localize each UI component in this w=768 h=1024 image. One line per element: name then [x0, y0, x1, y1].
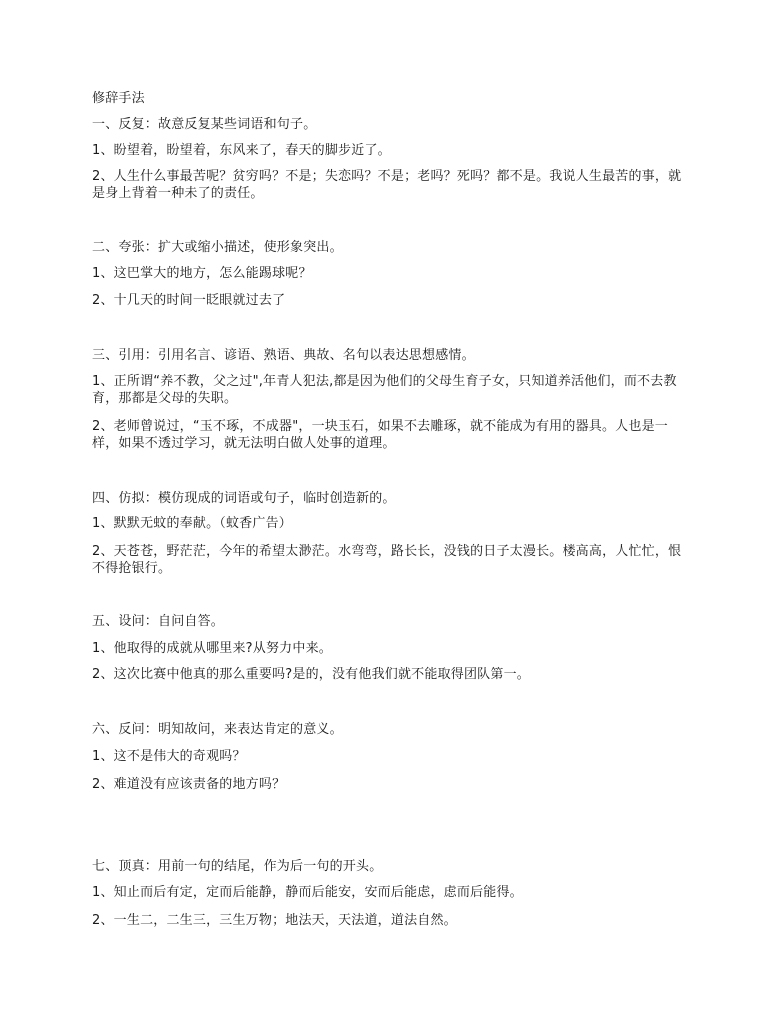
example-line: 2、十几天的时间一眨眼就过去了: [92, 293, 286, 308]
example-line: 2、一生二，二生三，三生万物；地法天，天法道，道法自然。: [92, 913, 457, 928]
section-heading-hyperbole: 二、夸张：扩大或缩小描述，使形象突出。: [92, 240, 343, 255]
document-title: 修辞手法: [92, 91, 145, 106]
example-line: 2、老师曾说过，“玉不琢，不成器"，一块玉石，如果不去雕琢，就不能成为有用的器具。人也是一样，如果不透过学习，就无法明白做人处事的道理。: [92, 419, 668, 451]
example-line: 1、盼望着，盼望着，东风来了，春天的脚步近了。: [92, 143, 391, 158]
section-heading-anadiplosis: 七、顶真：用前一句的结尾，作为后一句的开头。: [92, 859, 383, 874]
example-line: 2、天苍苍，野茫茫，今年的希望太渺茫。水弯弯，路长长，没钱的日子太漫长。楼高高，人忙忙，恨不得抢银行。: [92, 544, 682, 576]
example-line: 2、人生什么事最苦呢？贫穷吗？不是；失恋吗？不是；老吗？死吗？都不是。我说人生最苦的事，就是身上背着一种未了的责任。: [92, 169, 682, 201]
example-line: 2、这次比赛中他真的那么重要吗?是的，没有他我们就不能取得团队第一。: [92, 667, 530, 682]
example-line: 1、这巴掌大的地方，怎么能踢球呢？: [92, 266, 312, 281]
example-line: 1、这不是伟大的奇观吗？: [92, 749, 246, 764]
example-line: 1、正所谓“养不教，父之过",年青人犯法,都是因为他们的父母生育子女，只知道养活他们，而不去教育，那都是父母的失职。: [92, 374, 677, 406]
example-line: 1、默默无蚊的奉献。（蚊香广告）: [92, 516, 292, 531]
section-heading-parody: 四、仿拟：模仿现成的词语或句子，临时创造新的。: [92, 491, 396, 506]
section-heading-rhetorical-question: 六、反问：明知故问，来表达肯定的意义。: [92, 722, 343, 737]
example-line: 2、难道没有应该责备的地方吗？: [92, 777, 286, 792]
section-heading-repetition: 一、反复：故意反复某些词语和句子。: [92, 117, 317, 132]
section-heading-rhetorical-qa: 五、设问：自问自答。: [92, 614, 225, 629]
example-line: 1、他取得的成就从哪里来?从努力中来。: [92, 641, 332, 656]
example-line: 1、知止而后有定，定而后能静，静而后能安，安而后能虑，虑而后能得。: [92, 885, 523, 900]
section-heading-quotation: 三、引用：引用名言、谚语、熟语、典故、名句以表达思想感情。: [92, 348, 475, 363]
